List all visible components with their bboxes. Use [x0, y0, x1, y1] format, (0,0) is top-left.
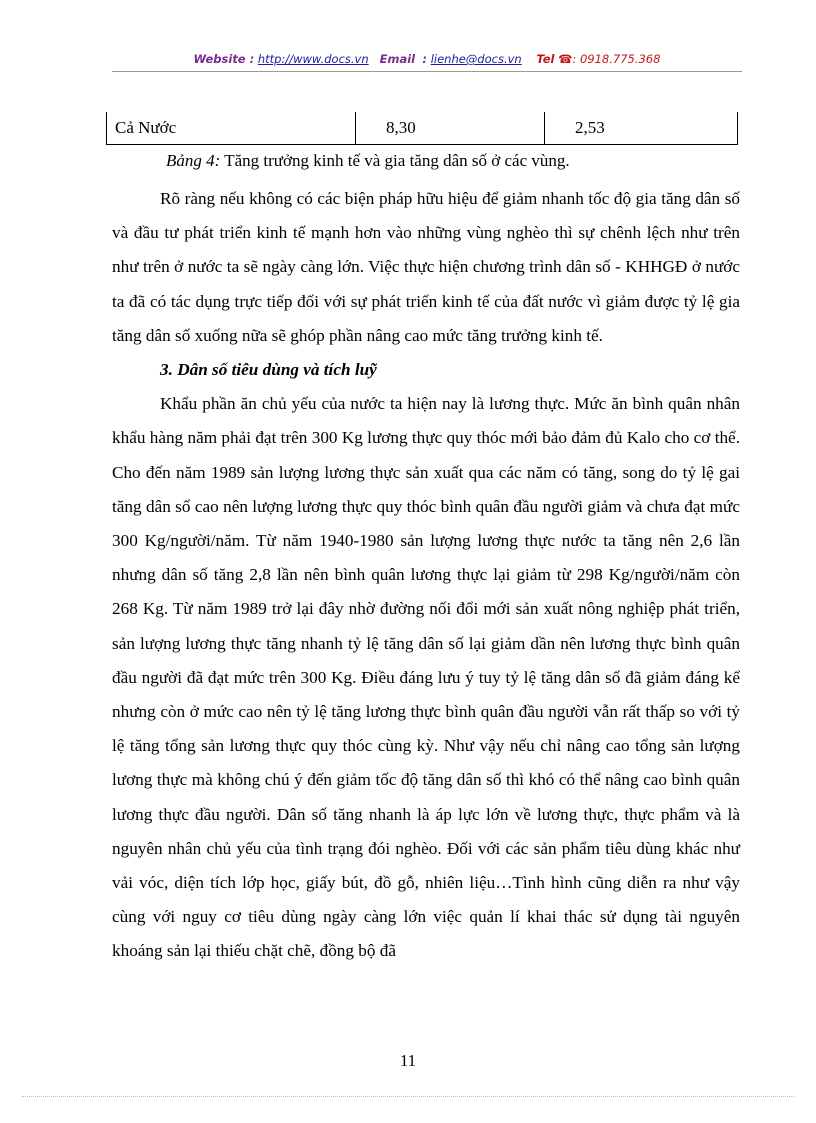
telephone-icon: ☎: [558, 52, 573, 66]
header-divider: [112, 71, 742, 72]
email-link[interactable]: lienhe@docs.vn: [430, 52, 522, 66]
page-number: 11: [399, 1051, 417, 1070]
data-table: [106, 112, 738, 145]
email-separator: :: [422, 52, 428, 66]
footer-divider: [22, 1096, 794, 1097]
website-label: Website :: [193, 52, 255, 66]
table-caption: [166, 151, 570, 171]
paragraph: Rõ ràng nếu không có các biện pháp hữu hiệu để giảm nhanh tốc độ gia tăng dân số và đầu tư phát triển kinh tế mạnh hơn vào những vùng nghèo thì sự chênh lệch như trên như trên ở nước ta sẽ ngày càng lớn. Việc thực hiện chương trình dân số - KHHGĐ ở nước ta đã có tác dụng trực tiếp đối với sự phát triển kinh tế của đất nước vì giảm được tỷ lệ gia tăng dân số xuống nữa sẽ ghóp phần nâng cao mức tăng trưởng kinh tế.: [112, 189, 740, 345]
email-label: Email: [379, 52, 416, 66]
document-body: [112, 182, 740, 969]
table-cell-value: 2,53: [545, 112, 738, 145]
table-cell-region: Cả Nước: [107, 112, 356, 145]
caption-text: Tăng trưởng kinh tế và gia tăng dân số ở các vùng.: [220, 151, 570, 170]
tel-number: : 0918.775.368: [572, 52, 661, 66]
table-row: [107, 112, 738, 145]
caption-label: Bảng 4:: [166, 151, 221, 170]
page-header: [112, 52, 742, 70]
table-cell-value: 8,30: [356, 112, 545, 145]
website-link[interactable]: http://www.docs.vn: [257, 52, 369, 66]
tel-label: Tel: [536, 52, 555, 66]
section-heading: 3. Dân số tiêu dùng và tích luỹ: [160, 360, 377, 380]
paragraph: Khẩu phần ăn chủ yếu của nước ta hiện nay là lương thực. Mức ăn bình quân nhân khẩu hàng năm phải đạt trên 300 Kg lương thực quy thóc mới bảo đảm đủ Kalo cho cơ thể. Cho đến năm 1989 sản lượng lương thực sản xuất qua các năm có tăng, song do tỷ lệ gai tăng dân số cao nên lượng lương thực quy thóc bình quân đầu người giảm và chưa đạt mức 300 Kg/người/năm. Từ năm 1940-1980 sản lượng lương thực nước ta tăng nên 2,6 lần nhưng dân số tăng 2,8 lần nên bình quân lương thực lại giảm từ 298 Kg/người/năm còn 268 Kg. Từ năm 1989 trở lại đây nhờ đường nối đổi mới sản xuất nông nghiệp phát triển, sản lượng lương thực tăng nhanh tỷ lệ tăng dân số lại giảm dần nên lương thực bình quân đầu người đã đạt mức trên 300 Kg. Điều đáng lưu ý tuy tỷ lệ tăng dân số đã giảm đáng kể nhưng còn ở mức cao nên tỷ lệ tăng lương thực bình quân đầu người vẫn rất thấp so với tỷ lệ tăng tổng sản lương thực quy thóc cùng kỳ. Như vậy nếu chỉ nâng cao tổng sản lượng lương thực mà không chú ý đến giảm tốc độ tăng dân số thì khó có thể nâng cao bình quân lương thực đầu người. Dân số tăng nhanh là áp lực lớn về lương thực, thực phẩm và là nguyên nhân chủ yếu của tình trạng đói nghèo. Đối với các sản phẩm tiêu dùng khác như vải vóc, diện tích lớp học, giấy bút, đồ gỗ, nhiên liệu…Tình hình cũng diễn ra như vậy cùng với nguy cơ tiêu dùng ngày càng lớn việc quản lí khai thác sử dụng tài nguyên khoáng sản lại thiếu chặt chẽ, đồng bộ đã: [112, 394, 740, 961]
